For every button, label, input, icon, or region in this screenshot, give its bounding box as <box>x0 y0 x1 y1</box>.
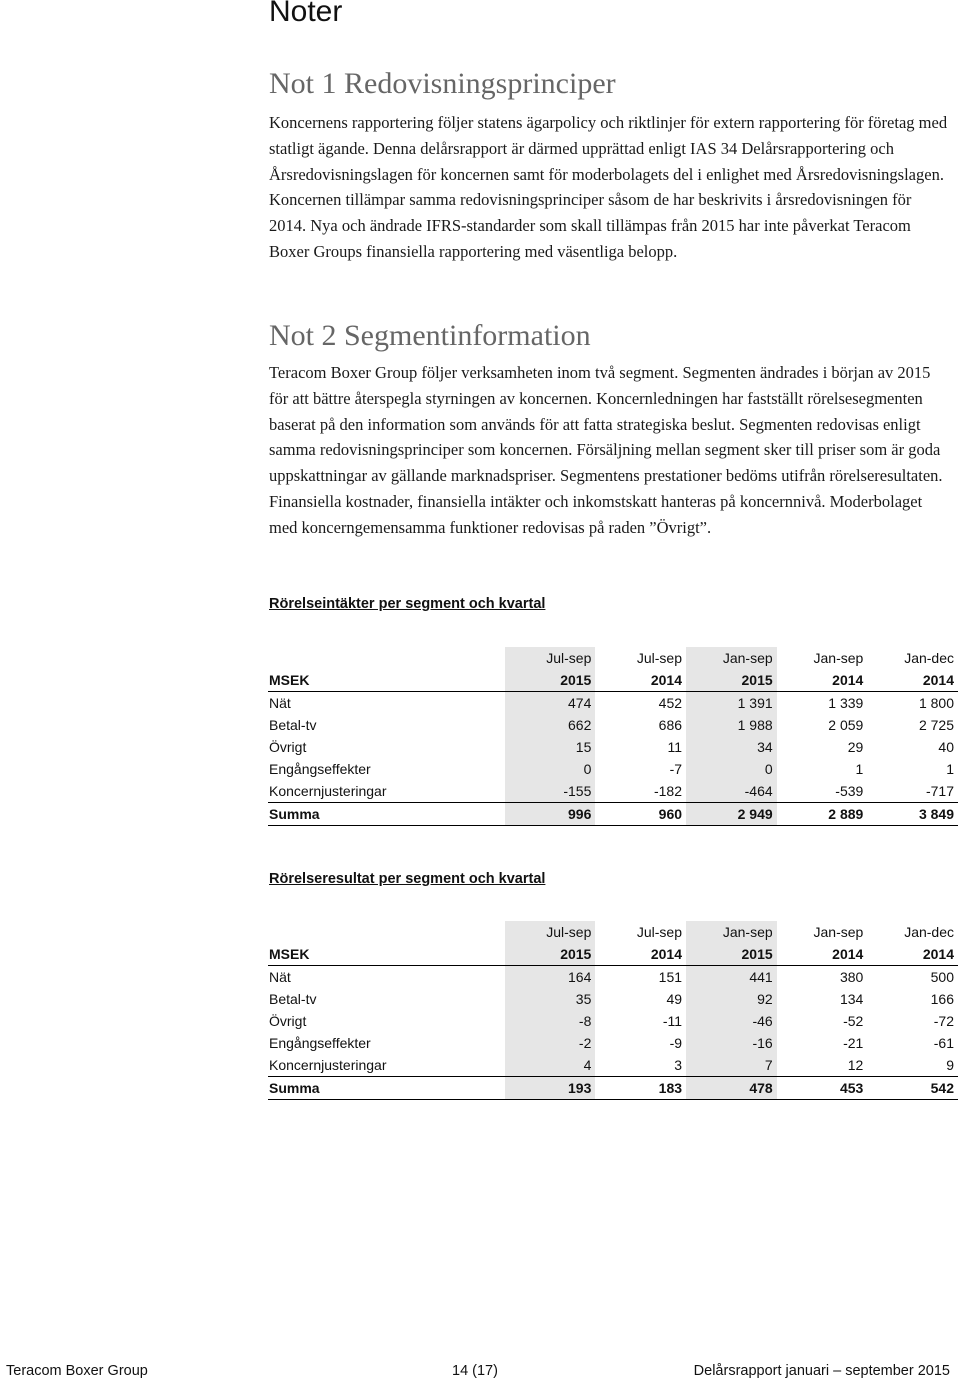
value-cell: 1 339 <box>828 695 864 711</box>
page-title: Noter <box>269 0 343 28</box>
value-cell: -21 <box>843 1035 864 1051</box>
value-cell: -464 <box>686 780 777 803</box>
row-label: Nät <box>269 695 291 711</box>
value-cell: 2 059 <box>828 717 864 733</box>
note-1-title: Not 1 Redovisningsprinciper <box>269 67 616 100</box>
year-cell: 2015 <box>686 669 777 692</box>
total-cell: 960 <box>595 803 686 826</box>
value-cell: 40 <box>938 739 954 755</box>
value-cell: 380 <box>839 969 864 985</box>
operating-result-table <box>268 921 958 1100</box>
table-header-row <box>268 943 958 966</box>
value-cell: 474 <box>505 692 596 715</box>
period-cell: Jan-sep <box>686 647 777 669</box>
row-label: Betal-tv <box>269 991 317 1007</box>
value-cell: 1 391 <box>686 692 777 715</box>
note-2-title: Not 2 Segmentinformation <box>269 319 591 352</box>
value-cell: -182 <box>595 780 686 803</box>
year-cell: 2014 <box>595 669 686 692</box>
value-cell: 34 <box>686 736 777 758</box>
value-cell: 0 <box>505 758 596 780</box>
total-cell: 996 <box>505 803 596 826</box>
value-cell: 1 <box>855 761 864 777</box>
table-period-row <box>268 921 958 943</box>
period-cell: Jan-sep <box>813 924 864 940</box>
value-cell: -2 <box>505 1032 596 1054</box>
row-label: Engångseffekter <box>269 1035 371 1051</box>
value-cell: 49 <box>666 991 683 1007</box>
operating-revenue-table <box>268 647 958 826</box>
value-cell: 1 988 <box>686 714 777 736</box>
value-cell: -9 <box>669 1035 683 1051</box>
value-cell: 4 <box>505 1054 596 1077</box>
year-cell: 2014 <box>867 669 958 692</box>
footer-report-title: Delårsrapport januari – september 2015 <box>693 1363 950 1379</box>
note-2-body: Teracom Boxer Group följer verksamheten inom två segment. Segmenten ändrades i början av 2015 för att bättre återspegla styrningen av koncernen. Koncernledningen har fastställt rörelsesegmenten baserat på den information som används för att fatta strategiska beslut. Segmenten redovisas enligt samma redovisningsprinciper som koncernen. Försäljning mellan segment sker till priser som är goda uppskattningar av gällande marknadspriser. Segmentens prestationer bedöms utifrån rörelseresultaten. Finansiella kostnader, finansiella intäkter och inkomstskatt hanteras på koncernnivå. Moderbolaget med koncerngemensamma funktioner redovisas på raden ”Övrigt”. <box>269 363 943 537</box>
year-cell: 2015 <box>505 943 596 966</box>
year-cell: 2014 <box>595 943 686 966</box>
year-cell: 2014 <box>867 943 958 966</box>
table-total-row <box>268 1077 958 1100</box>
value-cell: -72 <box>933 1013 954 1029</box>
total-label: Summa <box>268 803 505 826</box>
row-label: Koncernjusteringar <box>268 780 505 803</box>
total-cell: 3 849 <box>867 803 958 826</box>
value-cell: 0 <box>686 758 777 780</box>
period-cell: Jul-sep <box>636 650 683 666</box>
value-cell: 29 <box>847 739 864 755</box>
row-label: Övrigt <box>269 1013 307 1029</box>
value-cell: 1 <box>946 761 954 777</box>
total-label: Summa <box>268 1077 505 1100</box>
value-cell: -11 <box>662 1013 683 1029</box>
value-cell: 9 <box>867 1054 958 1077</box>
table-row <box>268 988 958 1010</box>
value-cell: 452 <box>658 695 683 711</box>
footer-company: Teracom Boxer Group <box>6 1363 148 1379</box>
total-cell: 453 <box>777 1077 868 1100</box>
value-cell: -8 <box>505 1010 596 1032</box>
value-cell: -52 <box>843 1013 864 1029</box>
table-period-row <box>268 647 958 669</box>
total-cell: 542 <box>867 1077 958 1100</box>
table-row <box>268 1010 958 1032</box>
period-cell: Jan-sep <box>686 921 777 943</box>
year-cell: 2014 <box>777 943 868 966</box>
value-cell: 1 800 <box>918 695 954 711</box>
row-label: Övrigt <box>269 739 307 755</box>
total-cell: 2 889 <box>777 803 868 826</box>
value-cell: 11 <box>667 739 683 755</box>
period-cell: Jul-sep <box>636 924 683 940</box>
period-cell: Jul-sep <box>505 921 596 943</box>
value-cell: -7 <box>669 761 683 777</box>
total-cell: 183 <box>595 1077 686 1100</box>
row-label: Nät <box>269 969 291 985</box>
table-header-row <box>268 669 958 692</box>
year-cell: 2014 <box>777 669 868 692</box>
value-cell: 92 <box>686 988 777 1010</box>
value-cell: -46 <box>686 1010 777 1032</box>
value-cell: -539 <box>777 780 868 803</box>
table-row <box>268 780 958 803</box>
period-cell: Jul-sep <box>505 647 596 669</box>
table-row <box>268 1054 958 1077</box>
table-row <box>268 966 958 989</box>
row-label: Betal-tv <box>269 717 317 733</box>
value-cell: 662 <box>505 714 596 736</box>
value-cell: 164 <box>505 966 596 989</box>
table-row <box>268 714 958 736</box>
total-cell: 193 <box>505 1077 596 1100</box>
table-total-row <box>268 803 958 826</box>
value-cell: 151 <box>658 969 683 985</box>
value-cell: 35 <box>505 988 596 1010</box>
period-cell: Jan-sep <box>813 650 864 666</box>
period-cell: Jan-dec <box>904 924 954 940</box>
table-row <box>268 692 958 715</box>
value-cell: 500 <box>930 969 954 985</box>
value-cell: 441 <box>686 966 777 989</box>
total-cell: 2 949 <box>686 803 777 826</box>
value-cell: -61 <box>933 1035 954 1051</box>
table-row <box>268 736 958 758</box>
value-cell: 3 <box>595 1054 686 1077</box>
table-row <box>268 1032 958 1054</box>
unit-label: MSEK <box>268 669 505 692</box>
value-cell: 12 <box>777 1054 868 1077</box>
year-cell: 2015 <box>686 943 777 966</box>
total-cell: 478 <box>686 1077 777 1100</box>
value-cell: 686 <box>658 717 683 733</box>
row-label: Koncernjusteringar <box>268 1054 505 1077</box>
row-label: Engångseffekter <box>269 761 371 777</box>
table-2-caption: Rörelseresultat per segment och kvartal <box>269 871 546 887</box>
value-cell: 2 725 <box>918 717 954 733</box>
value-cell: 15 <box>505 736 596 758</box>
value-cell: -16 <box>686 1032 777 1054</box>
value-cell: 134 <box>839 991 864 1007</box>
table-1-caption: Rörelseintäkter per segment och kvartal <box>269 596 546 612</box>
value-cell: 7 <box>686 1054 777 1077</box>
note-1-body: Koncernens rapportering följer statens ägarpolicy och riktlinjer för extern rapportering för företag med statligt ägande. Denna delårsrapport är därmed upprättad enligt IAS 34 Delårsrapportering och Årsredovisningslagen för koncernen samt för moderbolagets del i enlighet med Årsredovisningslagen. Koncernen tillämpar samma redovisningsprinciper såsom de har beskrivits i årsredovisningen för 2014. Nya och ändrade IFRS-standarder som skall tillämpas från 2015 har inte påverkat Teracom Boxer Groups finansiella rapportering med väsentliga belopp. <box>269 113 948 261</box>
table-row <box>268 758 958 780</box>
value-cell: -717 <box>867 780 958 803</box>
year-cell: 2015 <box>505 669 596 692</box>
footer-page-number: 14 (17) <box>452 1363 498 1379</box>
value-cell: -155 <box>505 780 596 803</box>
value-cell: 166 <box>930 991 954 1007</box>
period-cell: Jan-dec <box>904 650 954 666</box>
unit-label: MSEK <box>268 943 505 966</box>
